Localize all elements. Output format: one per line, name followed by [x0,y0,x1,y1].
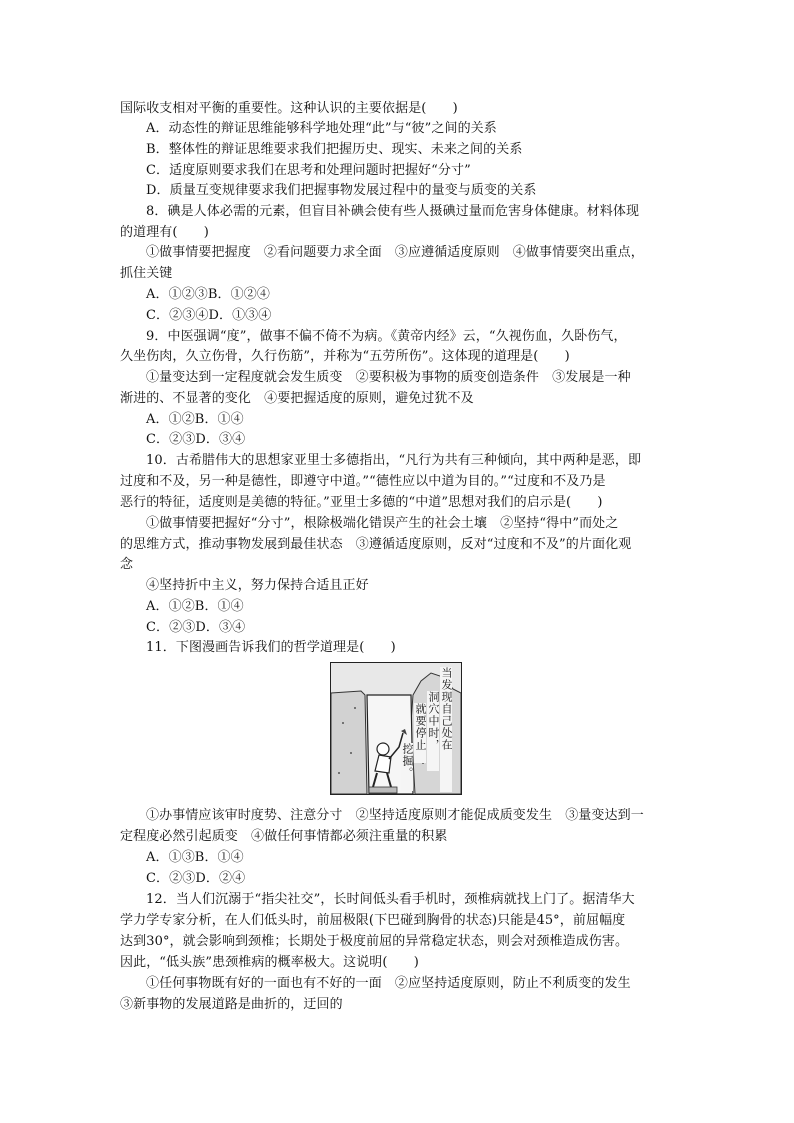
text-line: 的道理有( ) [120,225,209,240]
text-line: 久坐伤肉，久立伤骨，久行伤筋”，并称为“五劳所伤”。这体现的道理是( ) [120,349,570,364]
text-line: ④坚持折中主义，努力保持合适且正好 [146,578,369,593]
text-line: 国际收支相对平衡的重要性。这种认识的主要依据是( ) [120,101,458,116]
options-line: C．②③D．③④ [146,620,246,635]
text-line: 渐进的、不显著的变化 ④要把握适度的原则，避免过犹不及 [120,391,474,406]
question-10-stem: 10．古希腊伟大的思想家亚里士多德指出，“凡行为共有三种倾向，其中两种是恶，即 [146,453,642,468]
text-line: 过度和不及，另一种是德性，即遵守中道。”“德性应以中道为目的。”“过度和不及乃是 [120,474,606,489]
cartoon-image [330,662,462,795]
options-line: A．①③B．①④ [146,850,244,865]
question-12-stem: 12．当人们沉溺于“指尖社交”，长时间低头看手机时，颈椎病就找上门了。据清华大 [146,892,635,907]
options-line: A．①②B．①④ [146,412,244,427]
question-8-statements: ①做事情要把握度 ②看问题要力求全面 ③应遵循适度原则 ④做事情要突出重点， [146,245,644,260]
text-line: 念 [120,557,134,572]
text-line: 达到30°，就会影响到颈椎；长期处于极度前屈的异常稳定状态，则会对颈椎造成伤害。 [120,934,629,949]
question-9-statements: ①量变达到一定程度就会发生质变 ②要积极为事物的质变创造条件 ③发展是一种 [146,370,631,385]
cartoon-caption-col-2: 洞穴中时， [427,691,439,771]
text-line: 定程度必然引起质变 ④做任何事情都必须注重量的积累 [120,829,448,844]
text-line: 因此，“低头族”患颈椎病的概率极大。这说明( ) [120,955,419,970]
text-line: 抓住关键 [120,266,173,281]
question-11-stem: 11．下图漫画告诉我们的哲学道理是( ) [146,640,396,655]
text-line: 恶行的特征，适度则是美德的特征。”亚里士多德的“中道”思想对我们的启示是( ) [120,495,603,510]
cartoon-caption-col-4: 挖掘。 [401,743,413,791]
question-11-statements: ①办事情应该审时度势、注意分寸 ②坚持适度原则才能促成质变发生 ③量变达到一 [146,808,644,823]
question-10-statements: ①做事情要把握好“分寸”，根除极端化错误产生的社会土壤 ②坚持“得中”而处之 [146,516,619,531]
option-d: D．质量互变规律要求我们把握事物发展过程中的量变与质变的关系 [146,183,537,198]
text-line: 的思维方式，推动事物发展到最佳状态 ③遵循适度原则，反对“过度和不及”的片面化观 [120,537,632,552]
question-9-stem: 9．中医强调“度”，做事不偏不倚不为病。《黄帝内经》云，“久视伤血，久卧伤气， [146,329,627,344]
cartoon-caption-col-1: 当发现自己处在 [440,667,452,792]
options-line: A．①②B．①④ [146,599,244,614]
options-line: C．②③④D．①③④ [146,308,272,323]
options-line: C．②③D．③④ [146,432,246,447]
option-c: C．适度原则要求我们在思考和处理问题时把握好“分寸” [146,163,471,178]
text-line: ③新事物的发展道路是曲折的，迂回的 [120,997,343,1012]
option-b: B．整体性的辩证思维要求我们把握历史、现实、未来之间的关系 [146,142,523,157]
options-line: A．①②③B．①②④ [146,287,270,302]
option-a: A．动态性的辩证思维能够科学地处理“此”与“彼”之间的关系 [146,121,497,136]
options-line: C．②③D．②④ [146,871,246,886]
text-line: 学力学专家分析，在人们低头时，前屈极限(下巴碰到胸骨的状态)只能是45°，前屈幅度 [120,913,626,928]
cartoon-caption-col-3: 就要停止 [414,703,426,763]
question-12-statements: ①任何事物既有好的一面也有不好的一面 ②应坚持适度原则，防止不利质变的发生 [146,976,631,991]
question-8-stem: 8．碘是人体必需的元素，但盲目补碘会使有些人摄碘过量而危害身体健康。材料体现 [146,204,640,219]
